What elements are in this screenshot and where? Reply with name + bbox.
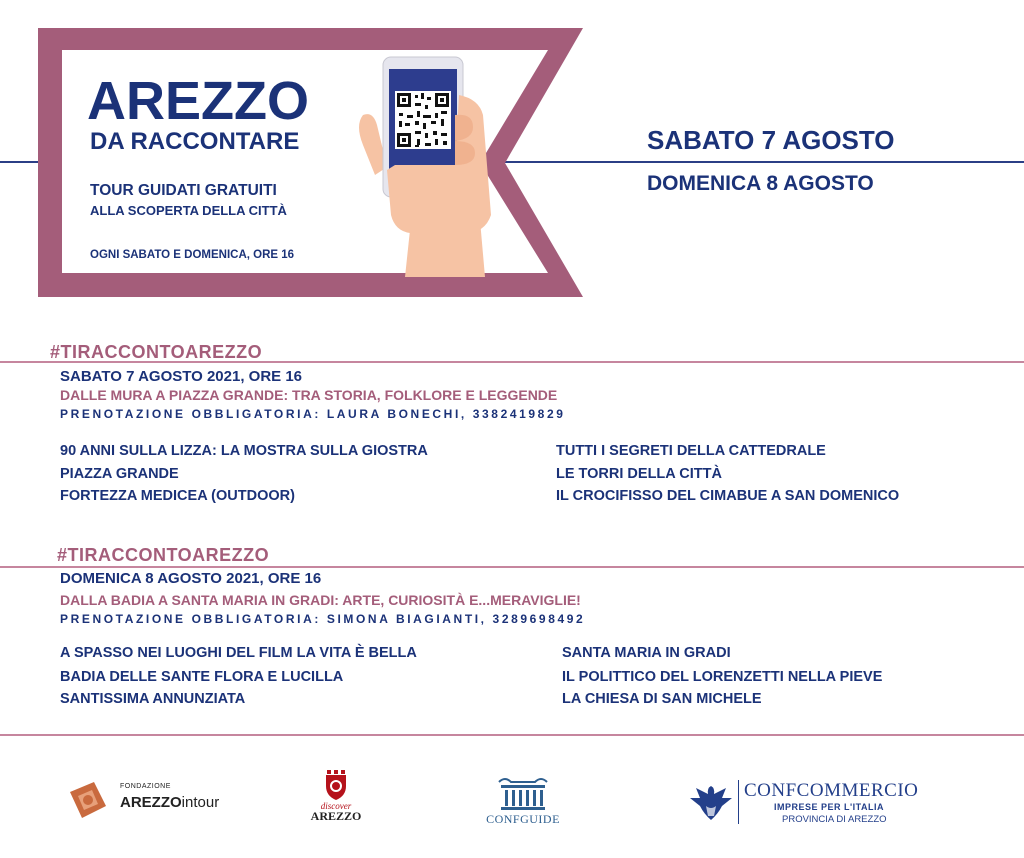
footer-divider-line: [0, 734, 1024, 736]
list-item: PIAZZA GRANDE: [60, 466, 179, 482]
hashtag: #TIRACCONTOAREZZO: [50, 342, 263, 362]
confcommercio-divider: [738, 780, 739, 824]
logo-confguide: [480, 776, 566, 832]
discover-name: AREZZO: [310, 809, 362, 823]
list-item: 90 ANNI SULLA LIZZA: LA MOSTRA SULLA GIOSTRA: [60, 443, 428, 459]
fondazione-name: AREZZO: [120, 794, 182, 811]
list-item: LE TORRI DELLA CITTÀ: [556, 466, 722, 482]
list-item: SANTA MARIA IN GRADI: [562, 645, 731, 661]
section-divider-line: [0, 566, 1024, 568]
tour-route: DALLA BADIA A SANTA MARIA IN GRADI: ARTE, CURIOSITÀ E...MERAVIGLIE!: [60, 592, 581, 608]
confcommercio-name: CONFCOMMERCIO: [744, 780, 919, 801]
fondazione-label: FONDAZIONE: [120, 783, 171, 790]
discover-label: discover: [320, 801, 352, 811]
tour-datetime: SABATO 7 AGOSTO 2021, ORE 16: [60, 368, 303, 385]
booking-info: PRENOTAZIONE OBBLIGATORIA: LAURA BONECHI, 3382419829: [60, 407, 566, 421]
eagle-emblem-icon: [688, 780, 734, 824]
logo-discover-arezzo: [308, 770, 364, 834]
list-item: IL CROCIFISSO DEL CIMABUE A SAN DOMENICO: [556, 488, 900, 504]
fondazione-suffix: intour: [181, 794, 220, 811]
phone-in-hand-illustration: [355, 55, 495, 280]
logo-fondazione-arezzo-intour: [64, 774, 234, 828]
tour-route: DALLE MURA A PIAZZA GRANDE: TRA STORIA, FOLKLORE E LEGGENDE: [60, 387, 558, 403]
tour-datetime: DOMENICA 8 AGOSTO 2021, ORE 16: [60, 570, 322, 587]
list-item: FORTEZZA MEDICEA (OUTDOOR): [60, 488, 295, 504]
list-item: TUTTI I SEGRETI DELLA CATTEDRALE: [556, 443, 826, 459]
fondazione-emblem-icon: [64, 778, 110, 824]
confguide-column-icon: [495, 776, 551, 812]
list-item: LA CHIESA DI SAN MICHELE: [562, 691, 762, 707]
event-date-sunday: DOMENICA 8 AGOSTO: [647, 172, 874, 195]
confcommercio-province: PROVINCIA DI AREZZO: [782, 814, 887, 825]
logo-confcommercio: [688, 778, 948, 832]
page-title: AREZZO: [87, 71, 309, 131]
tour-tagline: ALLA SCOPERTA DELLA CITTÀ: [90, 203, 287, 218]
list-item: BADIA DELLE SANTE FLORA E LUCILLA: [60, 669, 344, 685]
confguide-name: CONFGUIDE: [486, 812, 560, 826]
discover-shield-icon: [324, 770, 348, 800]
tour-headline: TOUR GUIDATI GRATUITI: [90, 182, 277, 199]
schedule-text: OGNI SABATO E DOMENICA, ORE 16: [90, 249, 295, 261]
confcommercio-tagline: IMPRESE PER L'ITALIA: [774, 802, 884, 812]
event-date-saturday: SABATO 7 AGOSTO: [647, 125, 895, 155]
list-item: IL POLITTICO DEL LORENZETTI NELLA PIEVE: [562, 669, 883, 685]
fondazione-wordmark: [120, 794, 219, 811]
page-subtitle: DA RACCONTARE: [90, 128, 300, 155]
booking-info: PRENOTAZIONE OBBLIGATORIA: SIMONA BIAGIANTI, 3289698492: [60, 612, 586, 626]
list-item: A SPASSO NEI LUOGHI DEL FILM LA VITA È BELLA: [60, 645, 417, 661]
list-item: SANTISSIMA ANNUNZIATA: [60, 691, 246, 707]
hashtag: #TIRACCONTOAREZZO: [57, 545, 270, 565]
